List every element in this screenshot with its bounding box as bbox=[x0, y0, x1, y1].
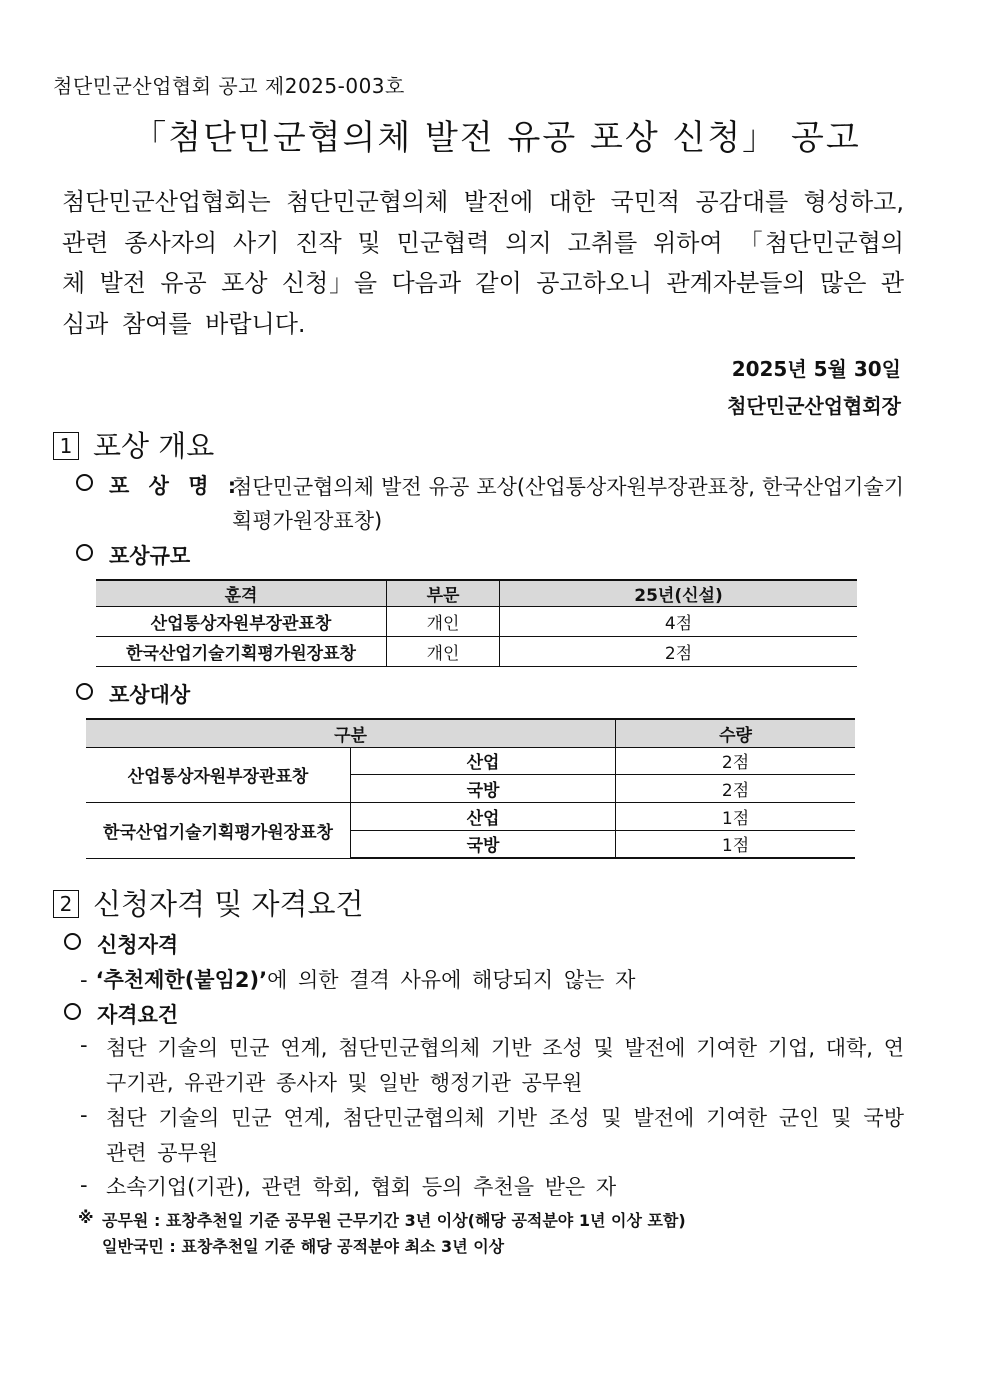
target-cell: 산업 bbox=[351, 747, 616, 774]
table-row bbox=[86, 747, 855, 774]
scale-cell: 개인 bbox=[387, 607, 500, 637]
intro-paragraph: 첨단민군산업협회는 첨단민군협의체 발전에 대한 국민적 공감대를 형성하고, 관련 종사자의 사기 진작 및 민군협력 의지 고취를 위하여 「첨단민군협의체 발전 유공 포상 신청」을 다음과 같이 공고하오니 관계자분들의 많은 관심과 참여를 바랍니다. bbox=[62, 188, 904, 338]
target-cell: 1점 bbox=[616, 830, 856, 858]
target-cell: 국방 bbox=[351, 774, 616, 802]
requirement-item: 첨단 기술의 민군 연계, 첨단민군협의체 기반 조성 및 발전에 기여한 기업, 대학, 연구기관, 유관기관 종사자 및 일반 행정기관 공무원 bbox=[106, 1036, 904, 1095]
target-label: 포상대상 bbox=[109, 683, 191, 707]
award-name-value: 첨단민군협의체 발전 유공 포상(산업통상자원부장관표창, 한국산업기술기획평가원장표창) bbox=[232, 475, 904, 533]
table-row bbox=[96, 607, 857, 637]
eligibility-bold-text: ‘추천제한(붙임2)’ bbox=[95, 968, 268, 992]
target-item bbox=[76, 679, 190, 709]
table-row bbox=[86, 802, 855, 830]
scale-cell: 4점 bbox=[500, 607, 858, 637]
note-mark: ※ bbox=[78, 1208, 94, 1227]
scale-cell: 개인 bbox=[387, 637, 500, 667]
section-2-title: 신청자격 및 자격요건 bbox=[93, 887, 364, 921]
target-group-name: 한국산업기술기획평가원장표창 bbox=[86, 802, 351, 858]
scale-header-category: 부문 bbox=[387, 580, 500, 607]
target-group-name: 산업통상자원부장관표창 bbox=[86, 747, 351, 802]
note-line-1: 공무원 : 표창추천일 기준 공무원 근무기간 3년 이상(해당 공적분야 1년 이상 포함) bbox=[102, 1211, 686, 1230]
requirements-item bbox=[64, 999, 178, 1029]
section-1-heading bbox=[53, 424, 214, 465]
issuer-name: 첨단민군산업협회장 bbox=[727, 394, 901, 418]
target-cell: 국방 bbox=[351, 830, 616, 858]
notice-number: 첨단민군산업협회 공고 제2025-003호 bbox=[53, 74, 405, 98]
requirement-item: 소속기업(기관), 관련 학회, 협회 등의 추천을 받은 자 bbox=[106, 1175, 617, 1199]
scale-label: 포상규모 bbox=[109, 544, 191, 568]
circle-bullet-icon bbox=[76, 474, 93, 491]
scale-header-grade: 훈격 bbox=[96, 580, 387, 607]
eligibility-item bbox=[64, 929, 178, 959]
eligibility-rest-text: 에 의한 결격 사유에 해당되지 않는 자 bbox=[267, 968, 636, 992]
scale-header-count: 25년(신설) bbox=[500, 580, 858, 607]
requirements-label: 자격요건 bbox=[97, 1003, 179, 1027]
target-header-division: 구분 bbox=[86, 719, 616, 747]
section-2-number: 2 bbox=[53, 890, 79, 918]
section-2-heading bbox=[53, 882, 364, 923]
scale-table bbox=[96, 579, 857, 667]
target-cell: 2점 bbox=[616, 747, 856, 774]
requirement-item: 첨단 기술의 민군 연계, 첨단민군협의체 기반 조성 및 발전에 기여한 군인 및 국방 관련 공무원 bbox=[106, 1106, 904, 1165]
section-1-number: 1 bbox=[53, 432, 79, 460]
award-name-label: 포 상 명 : bbox=[109, 474, 243, 498]
target-cell: 2점 bbox=[616, 774, 856, 802]
scale-cell: 산업통상자원부장관표창 bbox=[96, 607, 387, 637]
circle-bullet-icon bbox=[64, 933, 81, 950]
target-table bbox=[86, 718, 855, 859]
section-1-title: 포상 개요 bbox=[93, 429, 215, 463]
eligibility-detail: - ‘추천제한(붙임2)’에 의한 결격 사유에 해당되지 않는 자 bbox=[80, 968, 636, 992]
circle-bullet-icon bbox=[64, 1003, 81, 1020]
notice-date: 2025년 5월 30일 bbox=[731, 357, 901, 381]
scale-item bbox=[76, 540, 190, 570]
table-row bbox=[96, 637, 857, 667]
scale-cell: 2점 bbox=[500, 637, 858, 667]
target-cell: 산업 bbox=[351, 802, 616, 830]
target-cell: 1점 bbox=[616, 802, 856, 830]
circle-bullet-icon bbox=[76, 544, 93, 561]
note-line-2: 일반국민 : 표창추천일 기준 해당 공적분야 최소 3년 이상 bbox=[102, 1237, 505, 1256]
circle-bullet-icon bbox=[76, 683, 93, 700]
scale-cell: 한국산업기술기획평가원장표창 bbox=[96, 637, 387, 667]
page-title: 「첨단민군협의체 발전 유공 포상 신청」 공고 bbox=[132, 118, 861, 158]
eligibility-label: 신청자격 bbox=[97, 933, 179, 957]
target-header-quantity: 수량 bbox=[616, 719, 856, 747]
